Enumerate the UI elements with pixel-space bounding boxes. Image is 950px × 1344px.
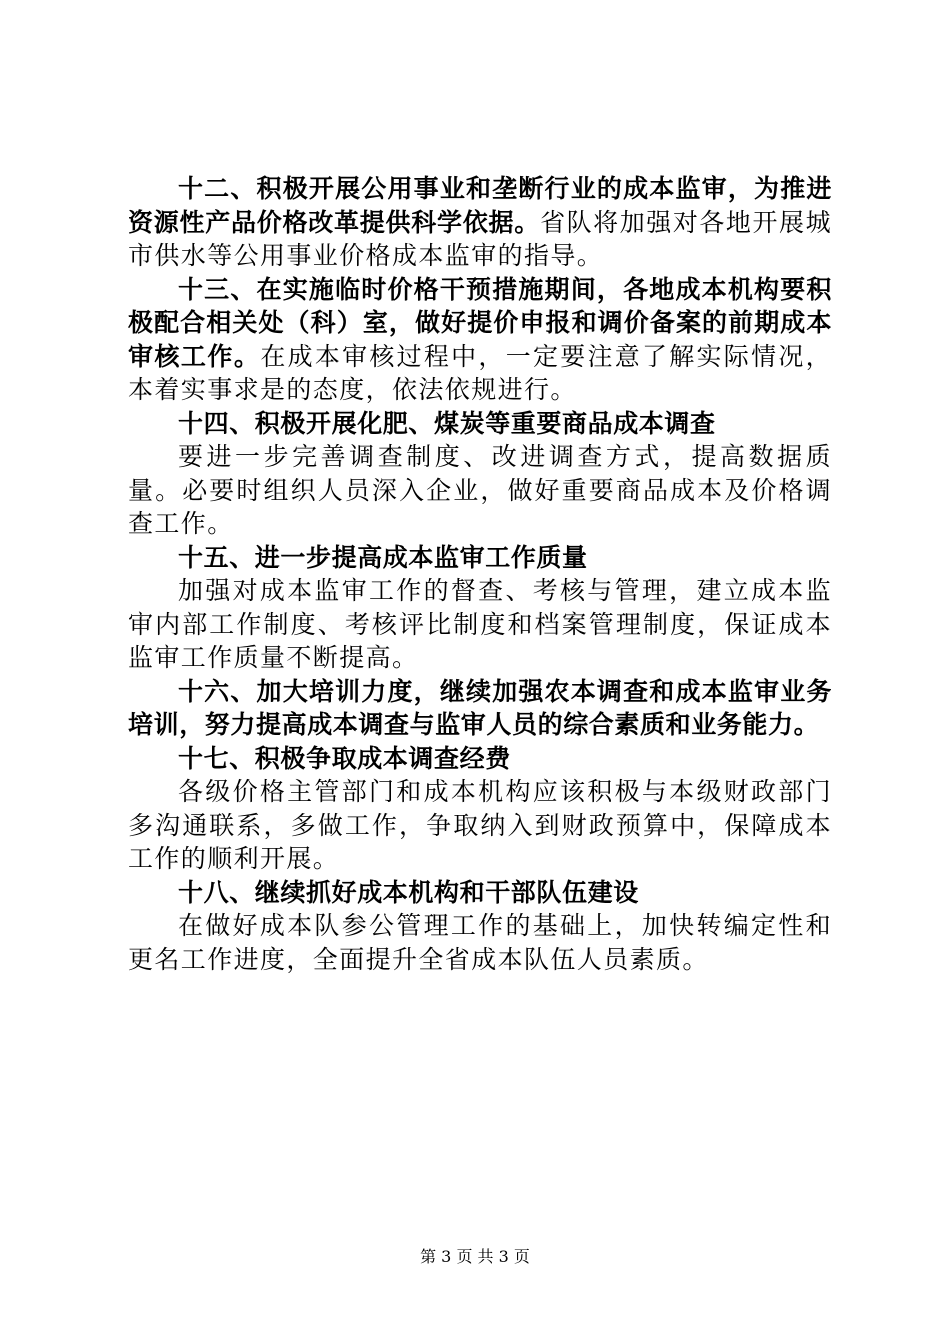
paragraph-17-heading: [128, 742, 832, 776]
page-footer: 第 3 页 共 3 页: [420, 1247, 530, 1266]
paragraph-text: 在成本审核过程中，一定要注意了解实际情况，本着实事求是的态度，依法依规进行。: [128, 341, 832, 404]
paragraph-heading: 十四、积极开展化肥、煤炭等重要商品成本调查: [178, 408, 716, 438]
paragraph-heading: 十七、积极争取成本调查经费: [178, 743, 511, 773]
paragraph-heading: 十三、在实施临时价格干预措施期间，各地成本机构要积极配合相关处（科）室，做好提价申报和调价备案的前期成本审核工作。: [128, 274, 832, 371]
paragraph-text: 要进一步完善调查制度、改进调查方式，提高数据质量。必要时组织人员深入企业，做好重要商品成本及价格调查工作。: [128, 442, 832, 538]
paragraph-text: 各级价格主管部门和成本机构应该积极与本级财政部门多沟通联系，多做工作，争取纳入到财政预算中，保障成本工作的顺利开展。: [128, 777, 832, 873]
paragraph-12: [128, 172, 832, 273]
paragraph-heading: 十五、进一步提高成本监审工作质量: [178, 542, 588, 572]
paragraph-13: [128, 273, 832, 407]
paragraph-18-body: [128, 909, 832, 976]
paragraph-18-heading: [128, 876, 832, 910]
paragraph-15-heading: [128, 541, 832, 575]
paragraph-text: 在做好成本队参公管理工作的基础上，加快转编定性和更名工作进度，全面提升全省成本队伍人员素质。: [128, 911, 832, 974]
paragraph-15-body: [128, 574, 832, 675]
paragraph-16: [128, 675, 832, 742]
paragraph-17-body: [128, 775, 832, 876]
paragraph-text: 加强对成本监审工作的督查、考核与管理，建立成本监审内部工作制度、考核评比制度和档案管理制度，保证成本监审工作质量不断提高。: [128, 576, 832, 672]
paragraph-text: 省队将加强对各地开展城市供水等公用事业价格成本监审的指导。: [128, 207, 832, 270]
paragraph-14-heading: [128, 407, 832, 441]
paragraph-heading: 十八、继续抓好成本机构和干部队伍建设: [178, 877, 639, 907]
paragraph-heading: 十二、积极开展公用事业和垄断行业的成本监审，为推进资源性产品价格改革提供科学依据。: [128, 174, 832, 237]
paragraph-14-body: [128, 440, 832, 541]
paragraph-heading: 十六、加大培训力度，继续加强农本调查和成本监审业务培训，努力提高成本调查与监审人员的综合素质和业务能力。: [128, 676, 832, 739]
document-body: [128, 172, 832, 976]
